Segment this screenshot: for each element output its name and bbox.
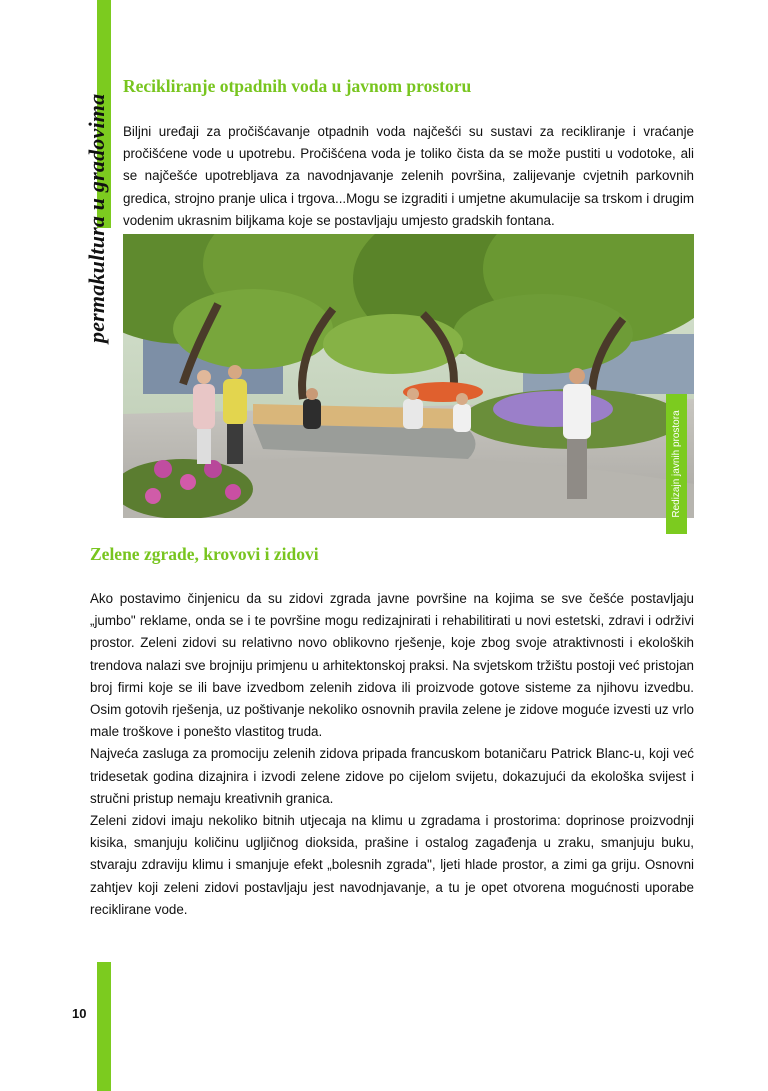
paragraph-recycling: Biljni uređaji za pročišćavanje otpadnih voda najčešći su sustavi za recikliranje i vraćanje pročišćene vode u upotrebu. Pročišćena voda je toliko čista da se može pustiti u vodotoke, ali se najčešće upotrebljava za navodnjavanje zelenih površina, zalijevanje cvjetnih parkovnih gredica, strojno pranje ulica i trgova...Mogu se izgraditi i umjetne akumulacije sa trskom i drugim vodenim ukrasnim biljkama koje se postavljaju umjesto gradskih fontana. bbox=[123, 124, 694, 228]
paragraph-green-walls-intro: Ako postavimo činjenicu da su zidovi zgrada javne površine na kojima se sve češće postavljaju „jumbo" reklame, onda se i te površine mogu redizajnirati i rehabilitirati u novi estetski, zdravi i održivi prostor. Zeleni zidovi su relativno novo oblikovno rješenje, koje zbog svoje atraktivnosti i ekoloških trendova nalazi sve brojniju primjenu u arhitektonskoj praksi. Na svjetskom tržištu postoji već pristojan broj firmi koje se ili bave izvedbom zelenih zidova ili proizvode gotove sisteme za njihovu izvedbu. Osim gotovih rješenja, uz poštivanje nekoliko osnovnih pravila zelene je zidove moguće izvesti uz vrlo male troškove i ponešto vlastitog truda. bbox=[90, 591, 694, 740]
section-heading-recycling: Recikliranje otpadnih voda u javnom prostoru bbox=[123, 76, 472, 96]
paragraph-patrick-blanc: Najveća zasluga za promociju zelenih zidova pripada francuskom botaničaru Patrick Blanc-u, koji već tridesetak godina dizajnira i izvodi zelene zidove po cijelom svijetu, dokazujući da ekološka svijest i stručni pristup nemaju kreativnih granica. bbox=[90, 746, 694, 806]
park-photo bbox=[123, 234, 694, 518]
green-accent-bar-bottom bbox=[97, 962, 111, 1091]
photo-caption: Redizajn javnih prostora bbox=[671, 410, 682, 518]
green-buildings-text bbox=[90, 588, 694, 921]
section-heading-green-buildings: Zelene zgrade, krovovi i zidovi bbox=[90, 544, 319, 564]
page-number: 10 bbox=[72, 1006, 87, 1021]
photo-caption-box bbox=[666, 394, 687, 534]
side-chapter-title: permakultura u gradovima bbox=[84, 93, 109, 343]
park-illustration bbox=[123, 234, 694, 518]
paragraph-climate-effects: Zeleni zidovi imaju nekoliko bitnih utjecaja na klimu u zgradama i prostorima: doprinose proizvodnji kisika, smanjuju količinu ugljičnog dioksida, prašine i ostalog zagađenja u zraku, smanjuju buku, stvaraju zdraviju klimu i smanjuje efekt „bolesnih zgrada", ljeti hlade prostor, a zimi ga griju. Osnovni zahtjev koji zeleni zidovi postavljaju jest navodnjavanje, a tu je opet otvorena mogućnosti uporabe reciklirane vode. bbox=[90, 813, 694, 917]
